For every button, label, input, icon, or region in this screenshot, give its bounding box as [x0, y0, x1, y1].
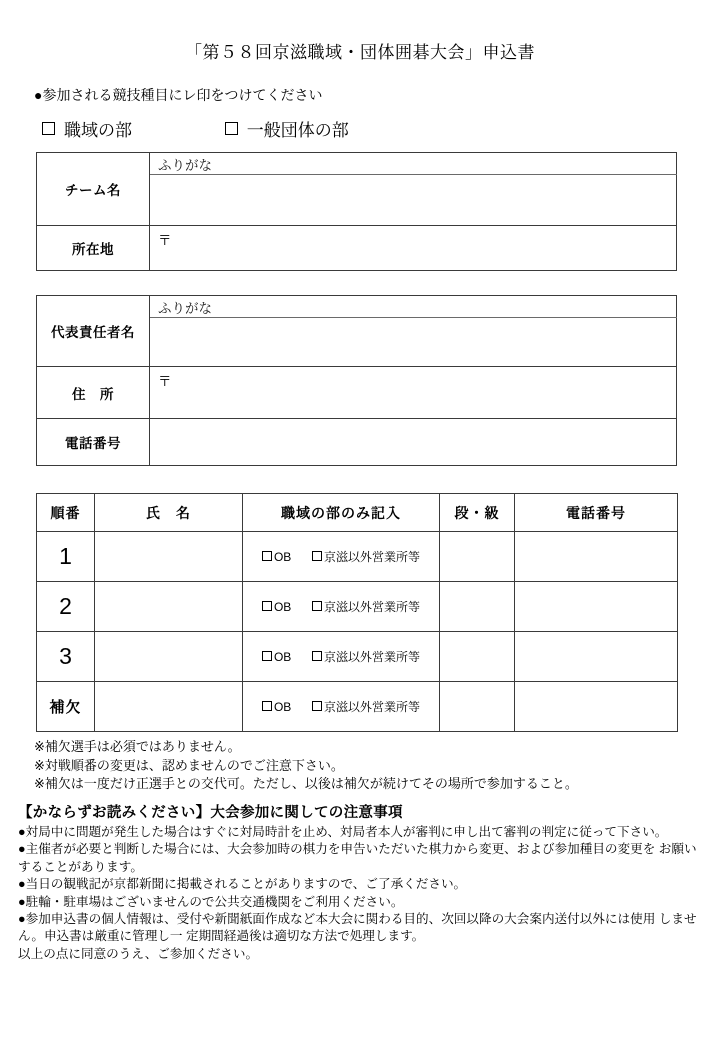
roster-name-field-3[interactable] [95, 632, 243, 682]
roster-rank-field-1[interactable] [440, 532, 515, 582]
roster-order-value: 補欠 [49, 699, 82, 716]
representative-name-field[interactable] [150, 318, 677, 367]
table-row [37, 682, 678, 732]
table-row [37, 296, 677, 318]
table-row [37, 367, 677, 419]
column-header-workplace-only: 職域の部のみ記入 [243, 494, 440, 532]
roster-phone-field-1[interactable] [515, 532, 678, 582]
roster-note-1: ※補欠選手は必須ではありません。 [34, 739, 241, 754]
category-checkbox-group [42, 116, 662, 141]
roster-workplace-options-substitute [243, 682, 440, 732]
checkbox-ob-label: OB [273, 549, 292, 564]
column-header-name: 氏 名 [95, 494, 243, 532]
important-notice-4: ●駐輪・駐車場はございませんので公共交通機関をご利用ください。 [18, 894, 404, 909]
roster-order-value: 3 [59, 643, 72, 669]
checkbox-ob-3[interactable] [262, 650, 291, 664]
important-notices-closing: 以上の点に同意のうえ、ご参加ください。 [18, 946, 259, 961]
team-name-furigana-field[interactable]: ふりがな [150, 153, 677, 175]
checkbox-square-icon[interactable] [312, 701, 322, 711]
table-row [37, 226, 677, 271]
representative-info-table [36, 295, 677, 466]
roster-notes [34, 738, 694, 794]
checkbox-ob-label: OB [273, 699, 292, 714]
roster-phone-field-3[interactable] [515, 632, 678, 682]
table-row [37, 419, 677, 466]
category-option-general-label: 一般団体の部 [246, 121, 349, 140]
roster-order-value: 1 [59, 543, 72, 569]
page-title: 「第５８回京滋職域・団体囲碁大会」申込書 [185, 43, 535, 62]
roster-workplace-options-3 [243, 632, 440, 682]
table-header-row [37, 494, 678, 532]
checkbox-ob-label: OB [273, 649, 292, 664]
important-notice-1: ●対局中に問題が発生した場合はすぐに対局時計を止め、対局者本人が審判に申し出て審判の判定に従って下さい。 [18, 825, 668, 839]
representative-phone-label: 電話番号 [37, 419, 150, 466]
representative-phone-field[interactable] [150, 419, 677, 466]
roster-phone-field-substitute[interactable] [515, 682, 678, 732]
important-notice-2: ●主催者が必要と判断した場合には、大会参加時の棋力を申告いただいた棋力から変更、および参加種目の変更を お願いすることがあります。 [18, 842, 697, 874]
column-header-order: 順番 [37, 494, 95, 532]
checkbox-square-icon[interactable] [262, 701, 272, 711]
roster-name-field-1[interactable] [95, 532, 243, 582]
roster-note-2: ※対戦順番の変更は、認めませんのでご注意下さい。 [34, 757, 344, 773]
roster-phone-field-2[interactable] [515, 582, 678, 632]
checkbox-outside-substitute[interactable] [312, 700, 420, 714]
table-row [37, 582, 678, 632]
checkbox-outside-label: 京滋以外営業所等 [324, 699, 421, 714]
roster-order-1 [37, 532, 95, 582]
team-info-table [36, 152, 677, 271]
checkbox-square-icon[interactable] [262, 551, 272, 561]
team-name-label: チーム名 [37, 153, 150, 226]
important-notice-5: ●参加申込書の個人情報は、受付や新聞紙面作成など本大会に関わる目的、次回以降の大会案内送付以外には使用 しません。申込書は厳重に管理し一 定期間経過後は適切な方法で処理します。 [18, 912, 697, 944]
table-row [37, 532, 678, 582]
checkbox-square-icon[interactable] [312, 601, 322, 611]
checkbox-ob-label: OB [273, 599, 292, 614]
important-notices-section [18, 801, 708, 963]
roster-workplace-options-1 [243, 532, 440, 582]
representative-name-furigana-field[interactable]: ふりがな [150, 296, 677, 318]
checkbox-square-icon[interactable] [312, 651, 322, 661]
team-address-label: 所在地 [37, 226, 150, 271]
table-row [37, 632, 678, 682]
checkbox-square-icon[interactable] [312, 551, 322, 561]
roster-rank-field-substitute[interactable] [440, 682, 515, 732]
important-notices-heading: 【かならずお読みください】大会参加に関しての注意事項 [18, 805, 403, 821]
representative-name-label: 代表責任者名 [37, 296, 150, 367]
column-header-rank: 段・級 [440, 494, 515, 532]
checkbox-square-icon[interactable] [225, 122, 238, 135]
checkbox-ob-substitute[interactable] [262, 700, 291, 714]
checkbox-ob-2[interactable] [262, 600, 291, 614]
roster-name-field-2[interactable] [95, 582, 243, 632]
checkbox-ob-1[interactable] [262, 550, 291, 564]
roster-order-3 [37, 632, 95, 682]
roster-rank-field-3[interactable] [440, 632, 515, 682]
checkbox-outside-2[interactable] [312, 600, 420, 614]
important-notice-3: ●当日の観戦記が京都新聞に掲載されることがありますので、ご了承ください。 [18, 877, 467, 892]
roster-order-2 [37, 582, 95, 632]
representative-address-label: 住 所 [37, 367, 150, 419]
checkbox-outside-label: 京滋以外営業所等 [324, 549, 421, 564]
category-option-general[interactable] [225, 116, 349, 141]
roster-name-field-substitute[interactable] [95, 682, 243, 732]
roster-workplace-options-2 [243, 582, 440, 632]
checkbox-outside-label: 京滋以外営業所等 [324, 649, 421, 664]
team-name-field[interactable] [150, 175, 677, 226]
checkbox-outside-3[interactable] [312, 650, 420, 664]
player-roster-table [36, 493, 678, 732]
category-option-workplace[interactable] [42, 116, 132, 141]
table-row [37, 153, 677, 175]
checkbox-square-icon[interactable] [262, 601, 272, 611]
roster-note-3: ※補欠は一度だけ正選手との交代可。ただし、以後は補欠が続けてその場所で参加すること。 [34, 776, 578, 791]
roster-order-value: 2 [59, 593, 72, 619]
category-option-workplace-label: 職域の部 [64, 121, 132, 140]
team-address-field[interactable]: 〒 [150, 226, 677, 271]
representative-address-field[interactable]: 〒 [150, 367, 677, 419]
checkbox-outside-1[interactable] [312, 550, 420, 564]
roster-rank-field-2[interactable] [440, 582, 515, 632]
participation-instruction: ●参加される競技種目にレ印をつけてください [34, 87, 323, 103]
column-header-phone: 電話番号 [515, 494, 678, 532]
checkbox-square-icon[interactable] [42, 122, 55, 135]
checkbox-outside-label: 京滋以外営業所等 [324, 599, 421, 614]
roster-order-substitute [37, 682, 95, 732]
checkbox-square-icon[interactable] [262, 651, 272, 661]
